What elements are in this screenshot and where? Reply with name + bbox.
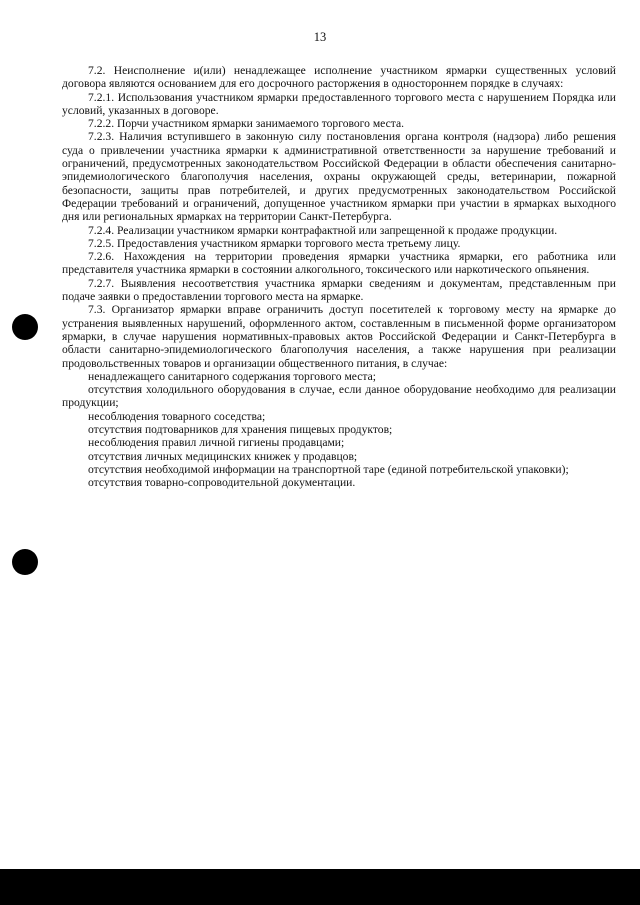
paragraph-7-2-3: 7.2.3. Наличия вступившего в законную силу постановления органа контроля (надзора) либо решения суда о привлечении участника ярмарки к административной ответственности за нарушение требований и ограничений, предусмотренных законодательством Российской Федерации в области обеспечения санитарно-эпидемиологического благополучия населения, охраны окружающей среды, ветеринарии, пожарной безопасности, защиты прав потребителей, и других предусмотренных законодательством Российской Федерации требований и ограничений, допущенное участником ярмарки при участии в ярмарках выходного дня или региональных ярмарках на территории Санкт-Петербурга. bbox=[62, 130, 616, 224]
list-item: отсутствия холодильного оборудования в случае, если данное оборудование необходимо для реализации продукции; bbox=[62, 383, 616, 410]
scan-bottom-band bbox=[0, 869, 640, 905]
paragraph-7-2-6: 7.2.6. Нахождения на территории проведения ярмарки участника ярмарки, его работника или представителя участника ярмарки в состоянии алкогольного, токсического или наркотического опьянения. bbox=[62, 250, 616, 277]
paragraph-7-2: 7.2. Неисполнение и(или) ненадлежащее исполнение участником ярмарки существенных условий договора являются основанием для его досрочного расторжения в одностороннем порядке в случаях: bbox=[62, 64, 616, 91]
page-number: 13 bbox=[313, 30, 327, 44]
paragraph-7-2-5: 7.2.5. Предоставления участником ярмарки торгового места третьему лицу. bbox=[88, 236, 461, 250]
paragraph-7-2-7: 7.2.7. Выявления несоответствия участника ярмарки сведениям и документам, представленным при подаче заявки о предоставлении торгового места на ярмарке. bbox=[62, 276, 616, 304]
paragraph-7-2-2: 7.2.2. Порчи участником ярмарки занимаемого торгового места. bbox=[88, 117, 405, 131]
punch-hole-bottom bbox=[12, 549, 38, 575]
paragraph-7-2-1: 7.2.1. Использования участником ярмарки предоставленного торгового места с нарушением Порядка или условий, указанных в договоре. bbox=[62, 90, 616, 117]
list-item: отсутствия необходимой информации на транспортной таре (единой потребительской упаковки); bbox=[88, 462, 569, 476]
punch-hole-top bbox=[12, 314, 38, 340]
paragraph-7-3: 7.3. Организатор ярмарки вправе ограничить доступ посетителей к торговому месту на ярмарке до устранения выявленных нарушений, оформленного актом, составленным в письменной форме организатором ярмарки, в случае нарушения нормативных-правовых актов Российской Федерации и Санкт-Петербурга в области санитарно-эпидемиологического благополучия населения, а также нарушения при реализации продовольственных товаров и организации общественного питания, в случае: bbox=[62, 303, 616, 370]
list-item: ненадлежащего санитарного содержания торгового места; bbox=[88, 369, 376, 383]
paragraph-7-2-4: 7.2.4. Реализации участником ярмарки контрафактной или запрещенной к продаже продукции. bbox=[88, 223, 558, 237]
list-item: отсутствия подтоварников для хранения пищевых продуктов; bbox=[88, 423, 393, 437]
document-body bbox=[62, 64, 616, 490]
list-item: несоблюдения правил личной гигиены продавцами; bbox=[88, 436, 345, 450]
list-item: несоблюдения товарного соседства; bbox=[88, 409, 266, 423]
list-item: отсутствия товарно-сопроводительной документации. bbox=[88, 476, 356, 490]
list-item: отсутствия личных медицинских книжек у продавцов; bbox=[88, 449, 358, 463]
